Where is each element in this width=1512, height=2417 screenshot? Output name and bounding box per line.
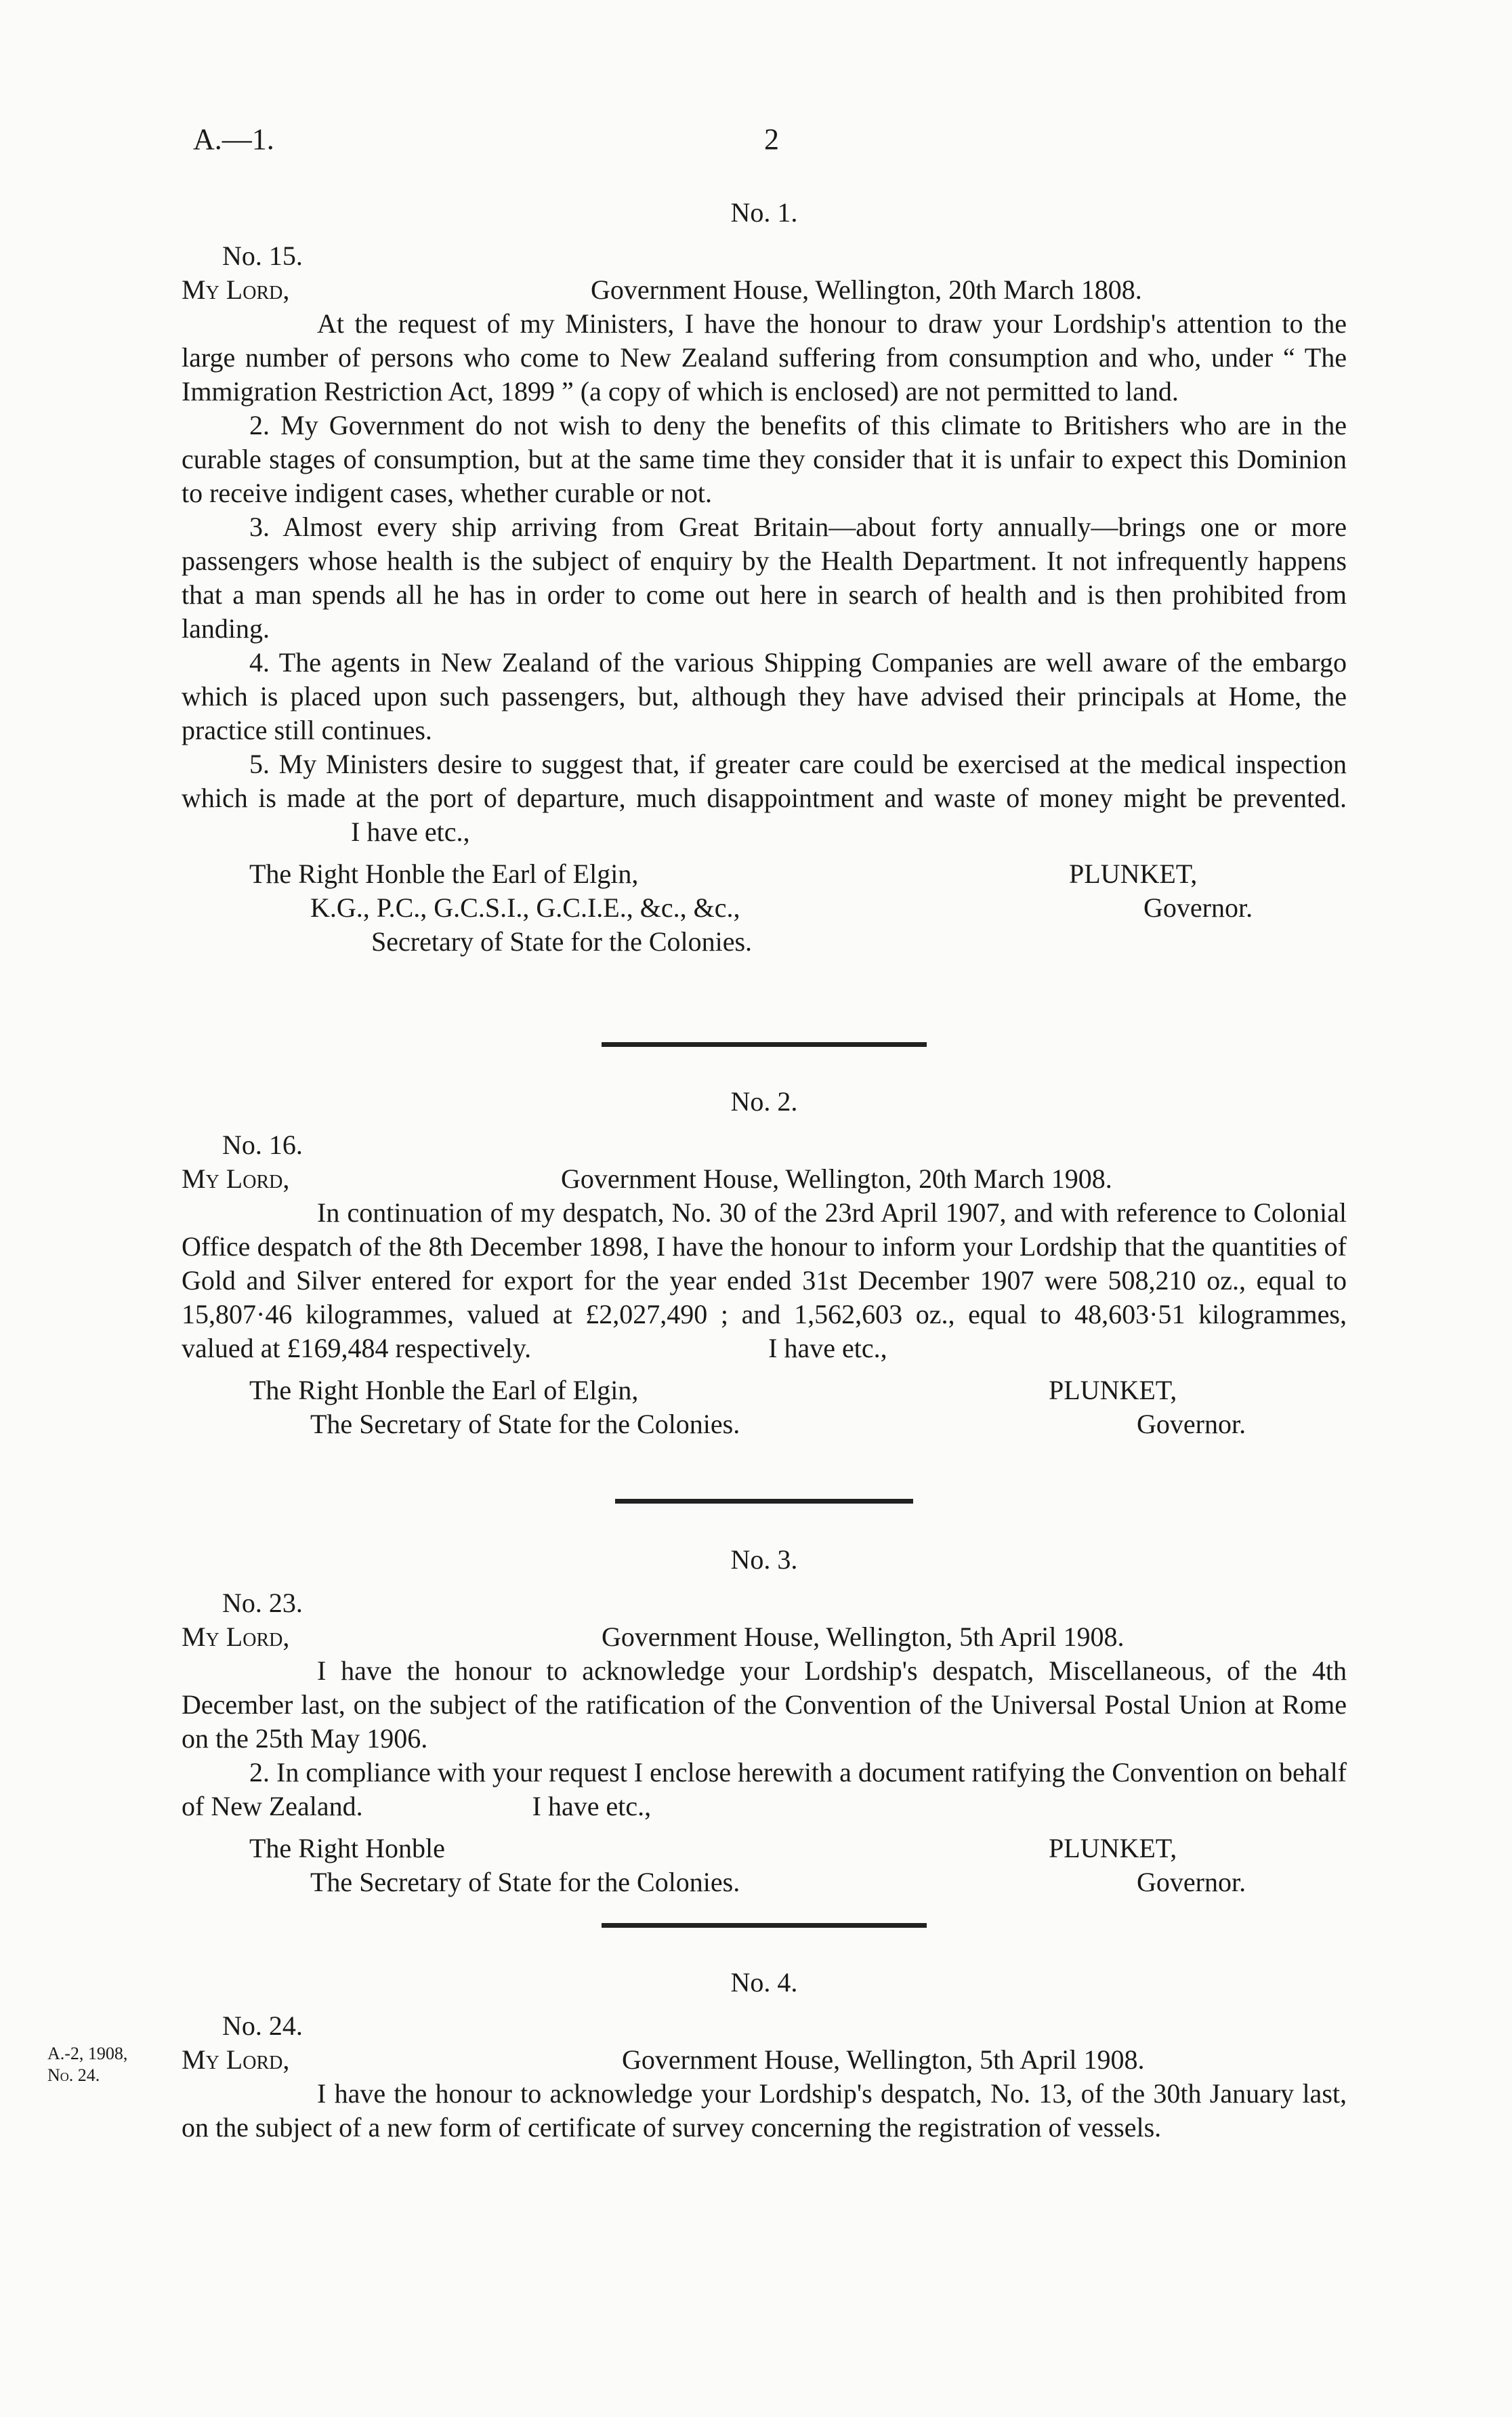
margin-note-line: No. 24. bbox=[47, 2065, 100, 2085]
despatch-section-3 bbox=[182, 1544, 1347, 1899]
page-number: 2 bbox=[764, 123, 779, 156]
salutation: My Lord, bbox=[182, 274, 290, 305]
signature: PLUNKET, bbox=[1049, 1375, 1177, 1405]
paragraph-text: 5. My Ministers desire to suggest that, if greater care could be exercised at the medical inspection which is made at the port of departure, much disappointment and waste of money might be prevented. bbox=[182, 749, 1347, 813]
section-title: No. 1. bbox=[730, 197, 798, 228]
salutation-row bbox=[182, 1162, 1347, 1196]
despatch-section-2 bbox=[182, 1086, 1347, 1441]
paragraph-text: In continuation of my despatch, No. 30 of the 23rd April 1907, and with reference to Colonial Office despatch of the 8th December 1898, I have the honour to inform your Lordship that the quantities of Gold and Silver entered for export for the year ended 31st December 1907 were 508,210 oz., equal to 15,807·46 kilogrammes, valued at £2,027,490 ; and 1,562,603 oz., equal to 48,603·51 kilogrammes, valued at £169,484 respectively. bbox=[182, 1197, 1347, 1363]
despatch-number: No. 24. bbox=[222, 2010, 303, 2041]
paragraph: 3. Almost every ship arriving from Great Britain—about forty annually—brings one or more passengers whose health is the subject of enquiry by the Health Department. It not infrequently happens that a man spends all he has in order to come out here in search of health and is then prohibited from landing. bbox=[182, 512, 1347, 644]
section-divider bbox=[182, 1923, 1347, 1928]
salutation: My Lord, bbox=[182, 1621, 290, 1652]
addressee-line: The Secretary of State for the Colonies. bbox=[310, 1409, 740, 1439]
section-title: No. 4. bbox=[730, 1967, 798, 1998]
paragraph: 2. My Government do not wish to deny the benefits of this climate to Britishers who are in the curable stages of consumption, but at the same time they consider that it is unfair to expect this Dominion to receive indigent cases, whether curable or not. bbox=[182, 410, 1347, 508]
address-block bbox=[182, 1832, 1347, 1899]
addressee-line: The Right Honble the Earl of Elgin, bbox=[249, 1375, 639, 1405]
addressee-line: The Right Honble bbox=[249, 1833, 445, 1863]
signature-title: Governor. bbox=[1137, 1409, 1246, 1439]
despatch-number: No. 15. bbox=[222, 241, 303, 271]
margin-note bbox=[47, 2043, 127, 2086]
signature-title: Governor. bbox=[1137, 1867, 1246, 1897]
despatch-number: No. 23. bbox=[222, 1588, 303, 1618]
place-date: Government House, Wellington, 20th March 1908. bbox=[561, 1163, 1112, 1194]
closing: I have etc., bbox=[351, 817, 470, 847]
signature: PLUNKET, bbox=[1069, 859, 1198, 889]
place-date: Government House, Wellington, 20th March 1808. bbox=[591, 274, 1142, 305]
addressee-line: K.G., P.C., G.C.S.I., G.C.I.E., &c., &c., bbox=[310, 892, 740, 923]
paragraph: 4. The agents in New Zealand of the various Shipping Companies are well aware of the embargo which is placed upon such passengers, but, although they have advised their principals at Home, the practice still continues. bbox=[182, 647, 1347, 745]
salutation: My Lord, bbox=[182, 2044, 290, 2075]
address-block bbox=[182, 857, 1347, 959]
addressee-line: The Right Honble the Earl of Elgin, bbox=[249, 859, 639, 889]
divider-rule bbox=[615, 1499, 913, 1504]
section-divider bbox=[182, 1499, 1347, 1504]
place-date: Government House, Wellington, 5th April 1908. bbox=[602, 1621, 1125, 1652]
salutation-row bbox=[182, 1620, 1347, 1654]
signature: PLUNKET, bbox=[1049, 1833, 1177, 1863]
signature-title: Governor. bbox=[1143, 892, 1253, 923]
paragraph bbox=[182, 1756, 1347, 1823]
paragraph: I have the honour to acknowledge your Lordship's despatch, No. 13, of the 30th January last, on the subject of a new form of certificate of survey concerning the registration of vessels. bbox=[182, 2078, 1347, 2143]
paragraph: I have the honour to acknowledge your Lordship's despatch, Miscellaneous, of the 4th December last, on the subject of the ratification of the Convention of the Universal Postal Union at Rome on the 25th May 1906. bbox=[182, 1655, 1347, 1754]
section-divider bbox=[182, 1042, 1347, 1047]
paragraph bbox=[182, 1196, 1347, 1365]
salutation-row bbox=[182, 273, 1347, 307]
document-reference: A.—1. bbox=[193, 123, 274, 156]
salutation: My Lord, bbox=[182, 1163, 290, 1194]
paragraph: At the request of my Ministers, I have the honour to draw your Lordship's attention to the large number of persons who come to New Zealand suffering from consumption and who, under “ The Immigration Restriction Act, 1899 ” (a copy of which is enclosed) are not permitted to land. bbox=[182, 308, 1347, 407]
despatch-section-1 bbox=[182, 197, 1347, 959]
addressee-line: The Secretary of State for the Colonies. bbox=[310, 1867, 740, 1897]
closing: I have etc., bbox=[532, 1791, 652, 1821]
salutation-row bbox=[182, 2043, 1347, 2077]
section-title: No. 2. bbox=[730, 1086, 798, 1117]
divider-rule bbox=[602, 1042, 927, 1047]
despatch-number: No. 16. bbox=[222, 1130, 303, 1160]
margin-note-line: A.-2, 1908, bbox=[47, 2044, 128, 2063]
despatch-section-4 bbox=[182, 1966, 1347, 2145]
place-date: Government House, Wellington, 5th April 1908. bbox=[622, 2044, 1145, 2075]
closing: I have etc., bbox=[768, 1333, 887, 1363]
divider-rule bbox=[602, 1923, 927, 1928]
address-block bbox=[182, 1373, 1347, 1441]
paragraph-text: 2. In compliance with your request I enclose herewith a document ratifying the Convention on behalf of New Zealand. bbox=[182, 1757, 1347, 1821]
addressee-line: Secretary of State for the Colonies. bbox=[371, 926, 753, 957]
section-title: No. 3. bbox=[730, 1544, 798, 1575]
paragraph bbox=[182, 747, 1347, 849]
